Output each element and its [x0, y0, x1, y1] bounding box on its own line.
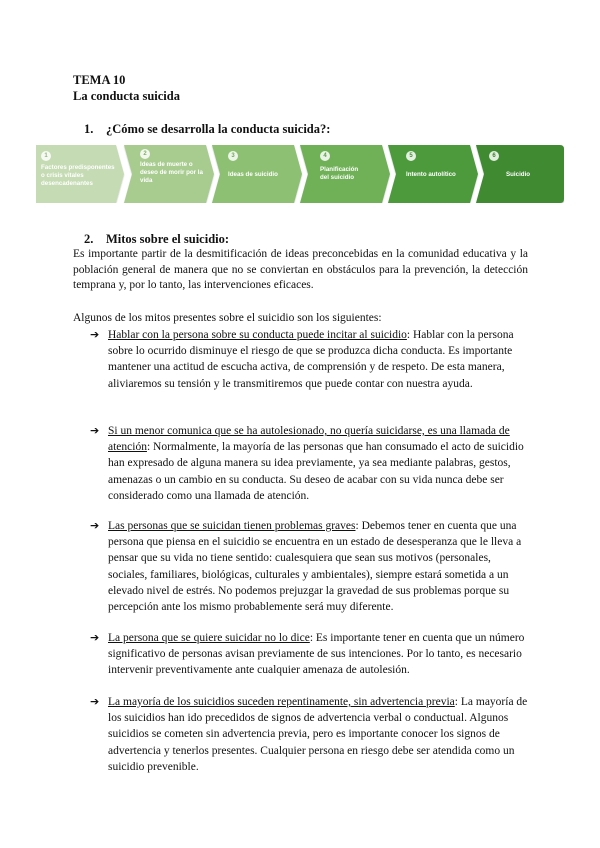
step-number-badge: 6: [489, 151, 499, 161]
section-heading-1: [84, 121, 330, 137]
process-diagram: [36, 145, 564, 203]
myth-item-2: [90, 423, 528, 504]
process-step-1: [36, 145, 122, 203]
step-number-badge: 4: [320, 151, 330, 161]
myth-title: La persona que se quiere suicidar no lo dice: [108, 632, 310, 644]
step-label: Intento autolítico: [406, 171, 456, 178]
arrow-bullet-icon: ➔: [90, 631, 100, 644]
myths-lead-paragraph: Algunos de los mitos presentes sobre el suicidio son los siguientes:: [73, 312, 382, 324]
myth-text: : Normalmente, la mayoría de las personas que han consumado el acto de suicidio han expresado de alguna manera su idea previamente, ya sea mediante palabras, gestos, amenazas o un cambio en su conducta. Su deseo de acabar con su vida nunca debe ser considerado como una llamada de atención.: [108, 441, 524, 502]
process-step-2: [124, 145, 212, 203]
myth-title: Hablar con la persona sobre su conducta puede incitar al suicidio: [108, 329, 407, 341]
myth-text: : Debemos tener en cuenta que una persona que piensa en el suicidio se encuentra en un estado de desesperanza que le lleva a pensar que su vida no tiene sentido: cualesquiera que sean sus motivos (personales, sociales, familiares, biológicas, culturales y ambientales), siempre estará sometida a un elevado nivel de estrés. No podemos prejuzgar la gravedad de sus problemas porque su percepción ante los mismo probablemente será muy diferente.: [108, 520, 522, 614]
process-step-6: [476, 145, 564, 203]
step-label: Suicidio: [506, 171, 531, 178]
process-step-3: [212, 145, 300, 203]
section-title: ¿Cómo se desarrolla la conducta suicida?:: [106, 122, 331, 136]
step-number-badge: 5: [406, 151, 416, 161]
section-title: Mitos sobre el suicidio:: [106, 232, 230, 246]
arrow-bullet-icon: ➔: [90, 424, 100, 437]
intro-paragraph: Es importante partir de la desmitificación de ideas preconcebidas en la comunidad educativa y la población general de manera que no se conviertan en obstáculos para la prevención, la detección temprana y, por lo tanto, las intervenciones eficaces.: [73, 248, 528, 292]
topic-number: TEMA 10: [73, 73, 126, 87]
myth-item-4: [90, 630, 528, 679]
myth-text: : La mayoría de los suicidios han ido precedidos de signos de advertencia verbal o conductual. Algunos suicidios se cometen sin advertencia previa, pero es importante conocer los signos de advertencia y tenerlos presentes. Cualquier persona en riesgo debe ser atendida como un suicidio prevenible.: [108, 696, 528, 773]
step-label: Planificación del suicidio: [320, 166, 359, 181]
step-label: Ideas de suicidio: [228, 171, 278, 178]
step-label: Factores predisponentes o crisis vitales desencadenantes: [41, 164, 115, 187]
document-title: [73, 72, 180, 104]
step-label: Ideas de muerte o deseo de morir por la vida: [140, 161, 203, 184]
myth-title: Las personas que se suicidan tienen problemas graves: [108, 520, 356, 532]
myth-item-5: [90, 694, 528, 775]
myth-text: : Es importante tener en cuenta que un número significativo de personas avisan previamente de sus intenciones. Por lo tanto, es necesario intervenir preventivamente ante cualquier amenaza de autolesión.: [108, 632, 525, 677]
section-number: 2.: [84, 232, 94, 246]
myth-item-3: [90, 518, 528, 615]
step-number-badge: 3: [228, 151, 238, 161]
section-heading-2: [84, 231, 229, 247]
section-number: 1.: [84, 122, 94, 136]
step-number-badge: 2: [140, 149, 150, 159]
arrow-bullet-icon: ➔: [90, 695, 100, 708]
process-step-5: [388, 145, 476, 203]
arrow-bullet-icon: ➔: [90, 328, 100, 341]
arrow-bullet-icon: ➔: [90, 519, 100, 532]
myth-title: Si un menor comunica que se ha autolesionado, no quería suicidarse, es una llamada de atención: [108, 425, 510, 454]
myth-title: La mayoría de los suicidios suceden repentinamente, sin advertencia previa: [108, 696, 455, 708]
step-number-badge: 1: [41, 151, 51, 161]
myth-text: : Hablar con la persona sobre lo ocurrido disminuye el riesgo de que se produzca dicha conducta. Es importante mantener una actitud de escucha activa, de comprensión y de respeto. De esta manera, aliviaremos su tensión y le transmitiremos que puede contar con nuestra ayuda.: [108, 329, 514, 390]
topic-title: La conducta suicida: [73, 89, 180, 103]
myth-item-1: [90, 327, 528, 392]
process-step-4: [300, 145, 388, 203]
